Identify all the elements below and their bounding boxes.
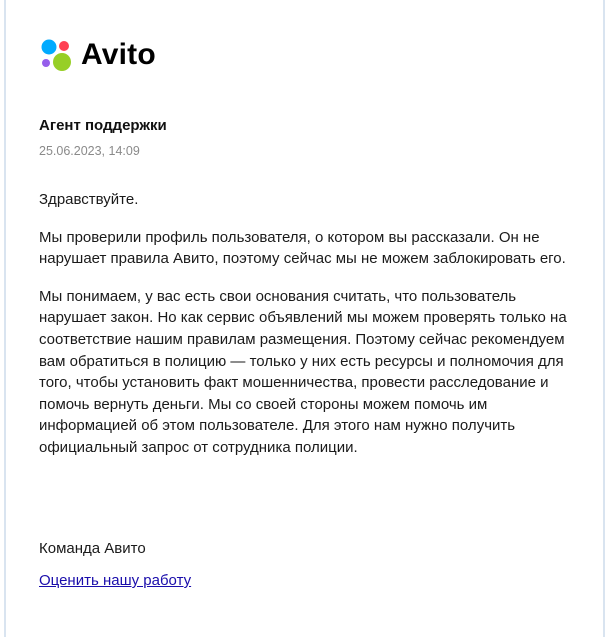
message-date: 25.06.2023, 14:09 [39, 144, 140, 158]
rate-service-link[interactable]: Оценить нашу работу [39, 572, 192, 589]
avito-dots-icon [39, 38, 73, 72]
greeting: Здравствуйте. [39, 191, 139, 208]
sender-name: Агент поддержки [39, 117, 167, 134]
paragraph-1: Мы проверили профиль пользователя, о котором вы рассказали. Он не нарушает правила Авито, поэтому сейчас мы не можем заблокировать его. [39, 228, 566, 268]
paragraph-2: Мы понимаем, у вас есть свои основания считать, что пользователь нарушает закон. Но как сервис объявлений мы можем проверять только на соответствие нашим правилам размещения. Поэтому сейчас рекомендуем вам обратиться в полицию — только у них есть ресурсы и полномочия для того, чтобы установить факт мошенничества, провести расследование и помочь вернуть деньги. Мы со своей стороны можем помочь им информацией об этом пользователе. Для этого нам нужно получить официальный запрос от сотрудника полиции. [39, 287, 567, 456]
avito-logo [39, 38, 156, 72]
logo-wordmark: Avito [81, 38, 156, 71]
signature: Команда Авито [39, 540, 146, 557]
message-body [39, 189, 584, 475]
email-frame [4, 0, 605, 637]
